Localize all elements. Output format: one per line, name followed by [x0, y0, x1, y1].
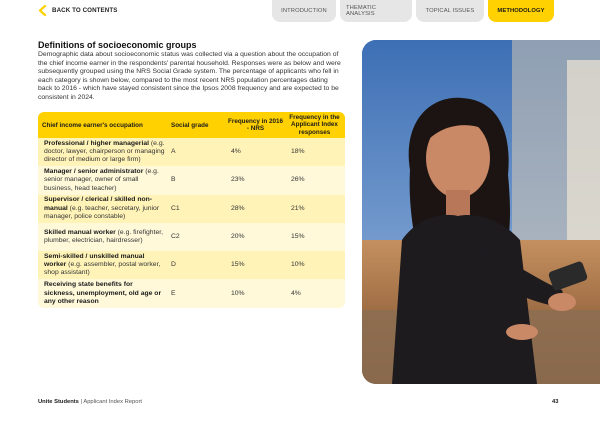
occupation-title: Professional / higher managerial — [44, 139, 150, 147]
header-frequency-nrs: Frequency in 2016 - NRS — [228, 117, 283, 132]
section-tabs — [272, 0, 554, 22]
table-row — [38, 195, 345, 223]
table-row — [38, 166, 345, 194]
tab-topical-issues[interactable]: TOPICAL ISSUES — [416, 0, 484, 22]
back-to-contents-link[interactable] — [38, 5, 117, 16]
header-frequency-applicant: Frequency in the Applicant Index responses — [289, 113, 340, 136]
table-body — [38, 138, 345, 308]
footer-separator: | — [80, 399, 83, 405]
social-grade-cell: D — [171, 261, 176, 269]
frequency-nrs-cell: 10% — [231, 289, 245, 297]
social-grade-cell: B — [171, 176, 176, 184]
occupation-title: Receiving state benefits for sickness, unemployment, old age or any other reason — [44, 281, 162, 305]
occupation-title: Supervisor / clerical / skilled non-manual — [44, 196, 153, 212]
frequency-nrs-cell: 15% — [231, 261, 245, 269]
frequency-applicant-cell: 4% — [291, 289, 301, 297]
occupation-cell — [38, 279, 171, 307]
occupation-detail: (e.g. teacher, secretary, junior manager, police constable) — [44, 204, 160, 220]
frequency-nrs-cell: 20% — [231, 232, 245, 240]
table-row — [38, 138, 345, 166]
page-footer — [38, 399, 142, 405]
header-social-grade: Social grade — [171, 121, 209, 129]
frequency-applicant-cell: 21% — [291, 204, 305, 212]
chevron-left-icon — [38, 5, 47, 16]
social-grade-cell: A — [171, 148, 176, 156]
tab-thematic-analysis[interactable]: THEMATIC ANALYSIS — [340, 0, 412, 22]
occupation-detail: (e.g. firefighter, plumber, electrician, hairdresser) — [44, 228, 164, 245]
social-grade-cell: E — [171, 289, 176, 297]
footer-report-title: Applicant Index Report — [83, 399, 142, 405]
header-occupation: Chief income earner's occupation — [42, 121, 143, 129]
occupation-cell — [38, 251, 171, 279]
student-photo — [362, 40, 600, 384]
section-title: Definitions of socioeconomic groups — [38, 40, 197, 50]
student-illustration — [362, 40, 600, 384]
socioeconomic-table — [38, 112, 345, 308]
occupation-detail: (e.g. assembler, postal worker, shop assistant) — [44, 261, 161, 277]
occupation-cell — [38, 195, 171, 223]
top-navigation — [0, 0, 600, 22]
social-grade-cell: C1 — [171, 204, 180, 212]
table-row — [38, 251, 345, 279]
section-intro: Demographic data about socioeconomic status was collected via a question about the occupation of the chief income earner in the respondents' parental household. Responses were as below and were subsequently grouped using the NRS Social Grade system. The percentage of applicants who fell in each category is shown below, compared to the most recent NRS population percentages dating back to 2016 - which have stayed consistent since the Ipsos 2008 frequency and are expected to be consistent in 2024. — [38, 51, 341, 101]
frequency-nrs-cell: 4% — [231, 148, 241, 156]
table-header — [38, 112, 345, 138]
frequency-applicant-cell: 15% — [291, 232, 305, 240]
footer-brand: Unite Students — [38, 399, 79, 405]
tab-methodology[interactable]: METHODOLOGY — [488, 0, 554, 22]
occupation-detail: (e.g. doctor, lawyer, chairperson or managing director of medium or large firm) — [44, 139, 165, 164]
occupation-title: Manager / senior administrator — [44, 168, 144, 176]
tab-introduction[interactable]: INTRODUCTION — [272, 0, 336, 22]
occupation-title: Skilled manual worker — [44, 228, 116, 236]
occupation-cell — [38, 138, 171, 166]
frequency-applicant-cell: 26% — [291, 176, 305, 184]
back-to-contents-label: BACK TO CONTENTS — [52, 7, 118, 14]
page-number: 43 — [552, 399, 559, 405]
table-row — [38, 279, 345, 307]
table-row — [38, 223, 345, 251]
frequency-applicant-cell: 10% — [291, 261, 305, 269]
frequency-nrs-cell: 28% — [231, 204, 245, 212]
occupation-title: Semi-skilled / unskilled manual worker — [44, 253, 145, 269]
occupation-cell — [38, 223, 171, 251]
occupation-detail: (e.g. senior manager, owner of small business, head teacher) — [44, 168, 159, 192]
frequency-applicant-cell: 18% — [291, 148, 305, 156]
frequency-nrs-cell: 23% — [231, 176, 245, 184]
social-grade-cell: C2 — [171, 232, 180, 240]
occupation-cell — [38, 166, 171, 194]
